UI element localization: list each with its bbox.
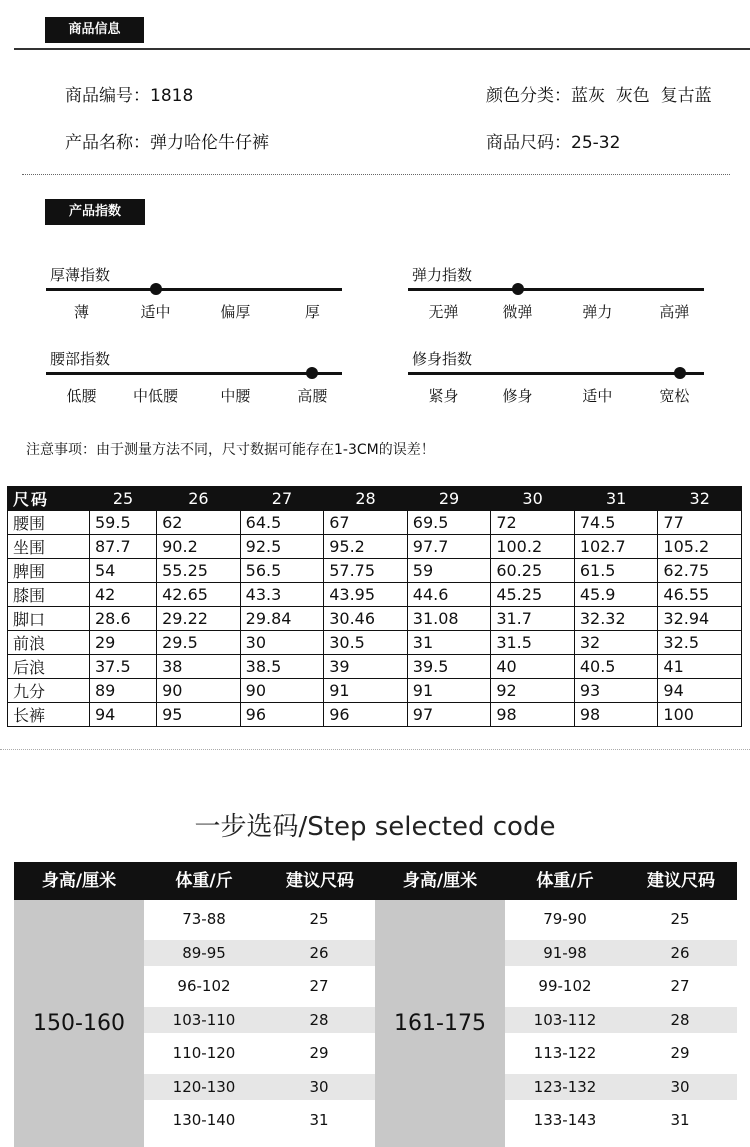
table-cell: 29.84 — [240, 607, 324, 631]
table-cell: 29.5 — [157, 631, 241, 655]
table-cell: 100 — [658, 703, 742, 727]
scale-title: 腰部指数 — [50, 350, 111, 368]
scale-label: 高腰 — [297, 387, 328, 405]
table-cell: 31.7 — [491, 607, 575, 631]
section-tag-product-index: 产品指数 — [45, 199, 145, 225]
weight-range: 89-95 — [182, 943, 226, 962]
table-cell: 98 — [491, 703, 575, 727]
size-table — [7, 486, 742, 727]
scale-title: 修身指数 — [412, 350, 473, 368]
table-cell: 40.5 — [574, 655, 658, 679]
table-cell: 60.25 — [491, 559, 575, 583]
table-row — [8, 703, 742, 727]
size-header-cell: 尺码 — [8, 487, 90, 511]
scale-label: 高弹 — [659, 303, 690, 321]
scale-label: 中低腰 — [133, 387, 179, 405]
section-separator — [0, 749, 750, 750]
size-header-cell: 28 — [324, 487, 408, 511]
table-cell: 69.5 — [407, 511, 491, 535]
scale-label: 弹力 — [582, 303, 613, 321]
step-panel-header — [375, 862, 737, 900]
table-cell: 45.9 — [574, 583, 658, 607]
table-cell: 膝围 — [8, 583, 90, 607]
scale-line — [408, 372, 704, 375]
suggested-size: 25 — [670, 910, 690, 928]
suggested-size: 30 — [309, 1077, 329, 1096]
suggested-size: 26 — [309, 943, 329, 962]
weight-range: 79-90 — [543, 910, 587, 928]
weight-range: 130-140 — [172, 1111, 236, 1129]
scale-label: 偏厚 — [220, 303, 251, 321]
step-row — [505, 940, 737, 967]
table-row — [8, 583, 742, 607]
table-cell: 坐围 — [8, 535, 90, 559]
step-header-cell: 体重/斤 — [175, 871, 233, 891]
scale-title: 弹力指数 — [412, 266, 473, 284]
step-row — [144, 1007, 376, 1034]
step-header-cell: 体重/斤 — [536, 871, 594, 891]
table-cell: 61.5 — [574, 559, 658, 583]
table-cell: 96 — [240, 703, 324, 727]
table-cell: 54 — [90, 559, 157, 583]
table-cell: 后浪 — [8, 655, 90, 679]
suggested-size: 28 — [670, 1010, 690, 1029]
table-cell: 93 — [574, 679, 658, 703]
table-cell: 32.94 — [658, 607, 742, 631]
table-cell: 28.6 — [90, 607, 157, 631]
table-cell: 97 — [407, 703, 491, 727]
scale-indicator-dot — [674, 367, 686, 379]
table-cell: 29 — [90, 631, 157, 655]
size-header-cell: 25 — [90, 487, 157, 511]
scale-label: 适中 — [140, 303, 171, 321]
weight-range: 99-102 — [538, 977, 592, 995]
table-cell: 脾围 — [8, 559, 90, 583]
table-cell: 38 — [157, 655, 241, 679]
scale-line — [408, 288, 704, 291]
weight-range: 110-120 — [172, 1044, 236, 1062]
table-cell: 46.55 — [658, 583, 742, 607]
scale-label: 无弹 — [428, 303, 459, 321]
table-cell: 95.2 — [324, 535, 408, 559]
table-cell: 30.46 — [324, 607, 408, 631]
suggested-size: 25 — [309, 910, 329, 928]
product-name: 产品名称：弹力哈伦牛仔裤 — [65, 133, 269, 153]
step-row — [505, 906, 737, 933]
step-header-cell: 身高/厘米 — [41, 871, 117, 891]
table-cell: 31.5 — [491, 631, 575, 655]
scale-label: 紧身 — [428, 387, 459, 405]
size-header-cell: 30 — [491, 487, 575, 511]
table-cell: 64.5 — [240, 511, 324, 535]
step-row — [144, 1040, 376, 1067]
table-cell: 39.5 — [407, 655, 491, 679]
step-title: 一步选码/Step selected code — [194, 812, 556, 842]
step-row — [505, 973, 737, 1000]
table-cell: 91 — [324, 679, 408, 703]
step-header-cell: 建议尺码 — [647, 871, 715, 891]
product-code: 商品编号：1818 — [65, 86, 194, 106]
suggested-size: 28 — [309, 1010, 329, 1029]
table-cell: 90 — [240, 679, 324, 703]
table-cell: 62 — [157, 511, 241, 535]
table-cell: 98 — [574, 703, 658, 727]
scale-label: 适中 — [582, 387, 613, 405]
scale-label: 厚 — [304, 303, 320, 321]
table-cell: 32.32 — [574, 607, 658, 631]
table-cell: 44.6 — [407, 583, 491, 607]
table-cell: 31.08 — [407, 607, 491, 631]
table-cell: 39 — [324, 655, 408, 679]
table-cell: 95 — [157, 703, 241, 727]
table-cell: 96 — [324, 703, 408, 727]
weight-range: 103-112 — [533, 1010, 597, 1029]
size-header-cell: 31 — [574, 487, 658, 511]
height-range: 150-160 — [14, 900, 144, 1147]
table-cell: 92 — [491, 679, 575, 703]
step-header-cell: 身高/厘米 — [402, 871, 478, 891]
table-cell: 41 — [658, 655, 742, 679]
table-cell: 90 — [157, 679, 241, 703]
dotted-divider — [22, 174, 730, 175]
table-row — [8, 559, 742, 583]
table-cell: 59 — [407, 559, 491, 583]
table-cell: 55.25 — [157, 559, 241, 583]
table-cell: 59.5 — [90, 511, 157, 535]
section-tag-product-info: 商品信息 — [45, 17, 144, 43]
table-cell: 90.2 — [157, 535, 241, 559]
table-cell: 29.22 — [157, 607, 241, 631]
product-colors: 颜色分类：蓝灰 灰色 复古蓝 — [486, 86, 712, 106]
table-cell: 62.75 — [658, 559, 742, 583]
step-row — [505, 1074, 737, 1101]
table-cell: 43.3 — [240, 583, 324, 607]
table-row — [8, 631, 742, 655]
suggested-size: 31 — [670, 1111, 690, 1129]
scale-line — [46, 372, 342, 375]
header-divider — [14, 48, 750, 50]
size-header-cell: 26 — [157, 487, 241, 511]
scale-label: 修身 — [502, 387, 533, 405]
table-cell: 100.2 — [491, 535, 575, 559]
table-row — [8, 655, 742, 679]
scale-label: 微弹 — [502, 303, 533, 321]
size-header-cell: 32 — [658, 487, 742, 511]
table-row — [8, 607, 742, 631]
table-cell: 43.95 — [324, 583, 408, 607]
table-cell: 31 — [407, 631, 491, 655]
table-cell: 105.2 — [658, 535, 742, 559]
table-cell: 72 — [491, 511, 575, 535]
step-row — [505, 1040, 737, 1067]
suggested-size: 27 — [670, 977, 690, 995]
table-cell: 94 — [658, 679, 742, 703]
weight-range: 103-110 — [172, 1010, 236, 1029]
table-cell: 30 — [240, 631, 324, 655]
table-row — [8, 511, 742, 535]
table-cell: 74.5 — [574, 511, 658, 535]
table-row — [8, 535, 742, 559]
table-cell: 32 — [574, 631, 658, 655]
product-sizes: 商品尺码：25-32 — [486, 133, 621, 153]
scale-label: 低腰 — [66, 387, 97, 405]
scale-label: 中腰 — [220, 387, 251, 405]
suggested-size: 31 — [309, 1111, 329, 1129]
table-cell: 37.5 — [90, 655, 157, 679]
table-cell: 前浪 — [8, 631, 90, 655]
table-cell: 102.7 — [574, 535, 658, 559]
table-cell: 87.7 — [90, 535, 157, 559]
table-row — [8, 679, 742, 703]
scale-label: 宽松 — [659, 387, 690, 405]
table-cell: 45.25 — [491, 583, 575, 607]
size-table-header — [8, 487, 742, 511]
scale-line — [46, 288, 342, 291]
weight-range: 133-143 — [533, 1111, 597, 1129]
scale-indicator-dot — [512, 283, 524, 295]
weight-range: 73-88 — [182, 910, 226, 928]
weight-range: 120-130 — [172, 1077, 236, 1096]
weight-range: 123-132 — [533, 1077, 597, 1096]
table-cell: 脚口 — [8, 607, 90, 631]
table-cell: 89 — [90, 679, 157, 703]
step-row — [144, 1074, 376, 1101]
table-cell: 40 — [491, 655, 575, 679]
scale-indicator-dot — [150, 283, 162, 295]
table-cell: 57.75 — [324, 559, 408, 583]
suggested-size: 27 — [309, 977, 329, 995]
step-row — [144, 906, 376, 933]
table-cell: 42.65 — [157, 583, 241, 607]
table-cell: 腰围 — [8, 511, 90, 535]
table-cell: 94 — [90, 703, 157, 727]
table-cell: 92.5 — [240, 535, 324, 559]
step-row — [144, 940, 376, 967]
table-cell: 97.7 — [407, 535, 491, 559]
suggested-size: 30 — [670, 1077, 690, 1096]
suggested-size: 29 — [309, 1044, 329, 1062]
suggested-size: 26 — [670, 943, 690, 962]
step-header-cell: 建议尺码 — [286, 871, 354, 891]
step-row — [144, 973, 376, 1000]
table-cell: 38.5 — [240, 655, 324, 679]
table-cell: 长裤 — [8, 703, 90, 727]
size-header-cell: 27 — [240, 487, 324, 511]
scale-label: 薄 — [74, 303, 90, 321]
measurement-note: 注意事项：由于测量方法不同，尺寸数据可能存在1-3CM的误差！ — [26, 442, 435, 458]
table-cell: 67 — [324, 511, 408, 535]
scale-title: 厚薄指数 — [50, 266, 111, 284]
weight-range: 113-122 — [533, 1044, 597, 1062]
scale-indicator-dot — [306, 367, 318, 379]
weight-range: 91-98 — [543, 943, 587, 962]
table-cell: 56.5 — [240, 559, 324, 583]
step-panel-header — [14, 862, 376, 900]
table-cell: 32.5 — [658, 631, 742, 655]
size-header-cell: 29 — [407, 487, 491, 511]
step-row — [505, 1007, 737, 1034]
table-cell: 91 — [407, 679, 491, 703]
table-cell: 42 — [90, 583, 157, 607]
suggested-size: 29 — [670, 1044, 690, 1062]
table-cell: 30.5 — [324, 631, 408, 655]
weight-range: 96-102 — [177, 977, 231, 995]
table-cell: 九分 — [8, 679, 90, 703]
table-cell: 77 — [658, 511, 742, 535]
height-range: 161-175 — [375, 900, 505, 1147]
